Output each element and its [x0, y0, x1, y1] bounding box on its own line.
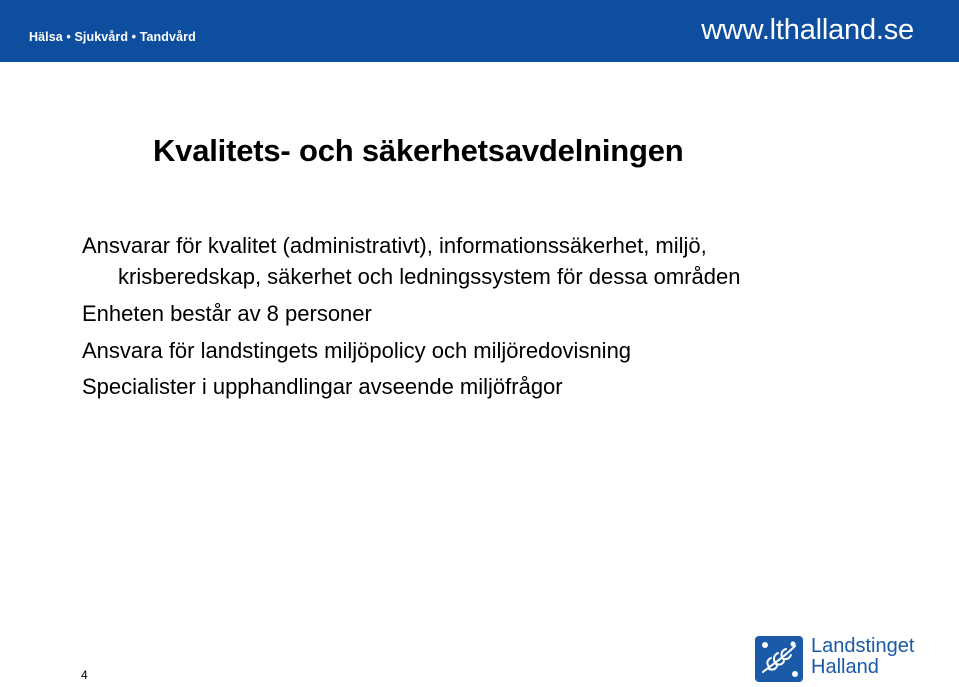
site-url: www.lthalland.se — [701, 14, 914, 46]
crown-leaf-emblem-icon — [755, 636, 803, 682]
logo-text — [811, 636, 914, 678]
bullet-text: Specialister i upphandlingar avseende miljöfrågor — [82, 374, 563, 399]
landstinget-halland-logo — [755, 634, 925, 682]
logo-line-1: Landstinget — [811, 635, 915, 657]
bullet-text: Enheten består av 8 personer — [82, 301, 372, 326]
bullet-item — [82, 298, 942, 329]
bullet-text: Ansvarar för kvalitet (administrativt), informationssäkerhet, miljö, — [82, 233, 707, 258]
bullet-text: Ansvara för landstingets miljöpolicy och miljöredovisning — [82, 338, 632, 363]
bullet-item — [82, 230, 942, 292]
logo-line-2: Halland — [811, 656, 879, 678]
header-tagline: Hälsa • Sjukvård • Tandvård — [29, 30, 196, 44]
page-number: 4 — [81, 668, 88, 682]
header-bar — [0, 0, 959, 62]
bullet-list — [82, 230, 942, 402]
bullet-text-continuation: krisberedskap, säkerhet och ledningssystem för dessa områden — [118, 264, 741, 289]
slide-title: Kvalitets- och säkerhetsavdelningen — [153, 133, 684, 168]
bullet-item — [82, 371, 942, 402]
bullet-item — [82, 335, 942, 366]
